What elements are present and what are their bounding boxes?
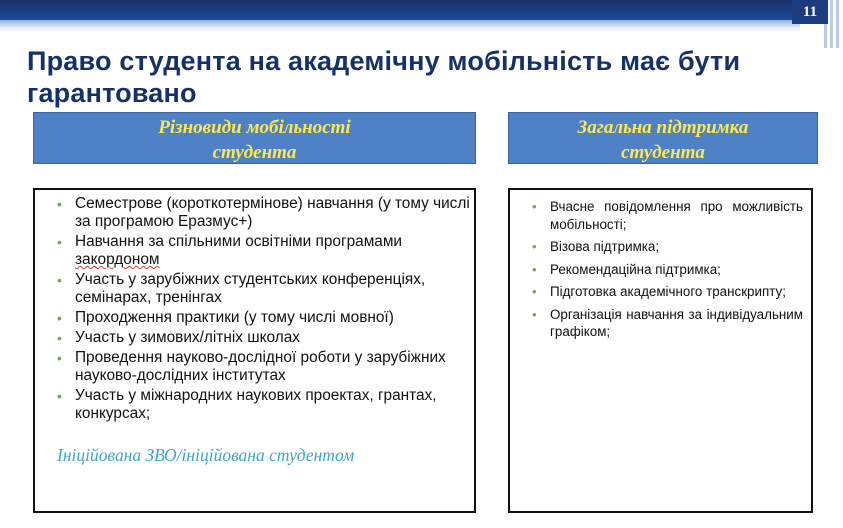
list-item: • Участь у міжнародних наукових проектах, грантах, конкурсах; bbox=[75, 387, 470, 423]
student-support-box bbox=[508, 188, 813, 513]
list-item: • Вчасне повідомлення про можливість мобільності; bbox=[550, 198, 803, 233]
list-item: • Рекомендаційна підтримка; bbox=[550, 261, 803, 279]
top-decorative-bar-light bbox=[0, 20, 800, 27]
student-support-list bbox=[550, 198, 803, 346]
list-item: • Організація навчання за індивідуальним графіком; bbox=[550, 306, 803, 341]
list-item: • Проведення науково-дослідної роботи у зарубіжних науково-дослідних інститутах bbox=[75, 349, 470, 385]
list-item: • Семестрове (короткотермінове) навчання (у тому числі за програмою Еразмус+) bbox=[75, 195, 470, 231]
list-item: • Проходження практики (у тому числі мовної) bbox=[75, 309, 470, 327]
list-item: • Візова підтримка; bbox=[550, 238, 803, 256]
initiated-note: Ініційована ЗВО/ініційована студентом bbox=[57, 445, 355, 465]
top-decorative-bar-fade bbox=[0, 27, 800, 33]
mobility-types-list bbox=[75, 195, 470, 425]
list-item-text: Навчання за спільними освітніми програмами закордоном bbox=[75, 233, 403, 268]
list-item: • Участь у зимових/літніх школах bbox=[75, 329, 470, 347]
slide-title: Право студента на академічну мобільність має бути гарантовано bbox=[27, 46, 741, 108]
page-number: 11 bbox=[792, 0, 828, 24]
left-panel-header bbox=[33, 112, 476, 164]
list-item: • Участь у зарубіжних студентських конференціях, семінарах, тренінгах bbox=[75, 271, 470, 307]
right-panel-header bbox=[508, 112, 818, 164]
top-decorative-bar bbox=[0, 0, 800, 20]
right-header-line1: Загальна підтримка bbox=[577, 117, 749, 138]
list-item bbox=[75, 233, 470, 269]
left-header-line2: студента bbox=[212, 142, 297, 163]
list-item: • Підготовка академічного транскрипту; bbox=[550, 283, 803, 301]
left-header-line1: Різновиди мобільності bbox=[158, 117, 351, 138]
right-header-line2: студента bbox=[621, 142, 705, 163]
mobility-types-box bbox=[33, 188, 476, 513]
spellcheck-underlined-word: закордоном bbox=[75, 251, 160, 268]
